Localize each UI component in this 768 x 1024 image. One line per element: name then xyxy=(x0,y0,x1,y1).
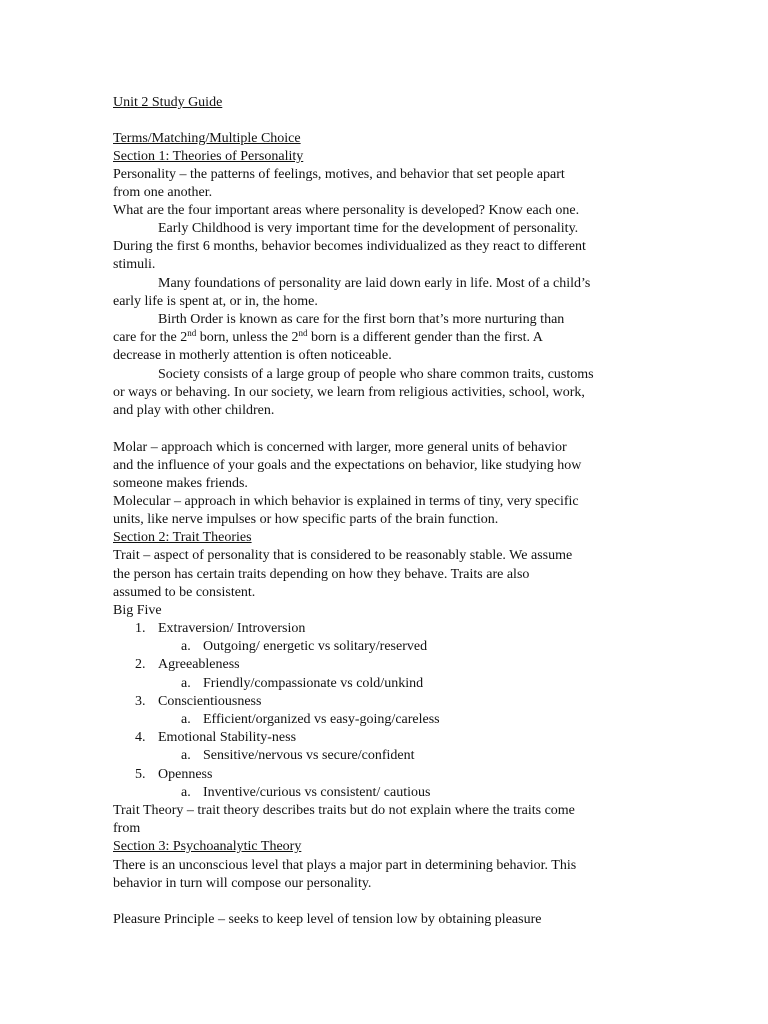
early-childhood-line-3: stimuli. xyxy=(113,257,156,272)
birth-order-text-a: care for the 2 xyxy=(113,330,188,345)
ordinal-suffix: nd xyxy=(298,328,308,338)
sub-item-extraversion: Outgoing/ energetic vs solitary/reserved xyxy=(203,639,428,654)
section-3-heading: Section 3: Psychoanalytic Theory xyxy=(113,839,302,854)
society-line-2: or ways or behaving. In our society, we learn from religious activities, school, work, xyxy=(113,385,585,400)
personality-definition-line-2: from one another. xyxy=(113,185,213,200)
molar-line-2: and the influence of your goals and the expectations on behavior, like studying how xyxy=(113,458,582,473)
list-item-agreeableness: Agreeableness xyxy=(158,657,240,672)
sub-item-marker: a. xyxy=(181,712,191,727)
list-item-number: 4. xyxy=(135,730,146,745)
sub-item-marker: a. xyxy=(181,676,191,691)
list-item-number: 3. xyxy=(135,694,146,709)
molar-line-3: someone makes friends. xyxy=(113,476,248,491)
sub-item-marker: a. xyxy=(181,785,191,800)
trait-theory-line-1: Trait Theory – trait theory describes traits but do not explain where the traits come xyxy=(113,803,575,818)
society-line-1: Society consists of a large group of people who share common traits, customs xyxy=(158,367,594,382)
home-line-2: early life is spent at, or in, the home. xyxy=(113,294,318,309)
trait-definition-line-3: assumed to be consistent. xyxy=(113,585,256,600)
personality-definition-line-1: Personality – the patterns of feelings, motives, and behavior that set people apart xyxy=(113,167,565,182)
molecular-line-2: units, like nerve impulses or how specific parts of the brain function. xyxy=(113,512,499,527)
terms-heading: Terms/Matching/Multiple Choice xyxy=(113,131,301,146)
early-childhood-line-2: During the first 6 months, behavior becomes individualized as they react to different xyxy=(113,239,586,254)
unconscious-line-2: behavior in turn will compose our personality. xyxy=(113,876,372,891)
list-item-number: 2. xyxy=(135,657,146,672)
list-item-conscientiousness: Conscientiousness xyxy=(158,694,262,709)
sub-item-openness: Inventive/curious vs consistent/ cautious xyxy=(203,785,431,800)
big-five-label: Big Five xyxy=(113,603,162,618)
birth-order-line-3: decrease in motherly attention is often noticeable. xyxy=(113,348,392,363)
sub-item-marker: a. xyxy=(181,748,191,763)
sub-item-emotional-stability: Sensitive/nervous vs secure/confident xyxy=(203,748,415,763)
molar-line-1: Molar – approach which is concerned with larger, more general units of behavior xyxy=(113,440,567,455)
sub-item-conscientiousness: Efficient/organized vs easy-going/careless xyxy=(203,712,440,727)
home-line-1: Many foundations of personality are laid down early in life. Most of a child’s xyxy=(158,276,591,291)
list-item-emotional-stability: Emotional Stability-ness xyxy=(158,730,297,745)
four-areas-question: What are the four important areas where personality is developed? Know each one. xyxy=(113,203,580,218)
early-childhood-line-1: Early Childhood is very important time for the development of personality. xyxy=(158,221,579,236)
trait-definition-line-1: Trait – aspect of personality that is considered to be reasonably stable. We assume xyxy=(113,548,573,563)
list-item-extraversion: Extraversion/ Introversion xyxy=(158,621,306,636)
section-2-heading: Section 2: Trait Theories xyxy=(113,530,252,545)
list-item-openness: Openness xyxy=(158,767,213,782)
birth-order-line-2 xyxy=(113,329,543,347)
society-line-3: and play with other children. xyxy=(113,403,275,418)
birth-order-text-c: born is a different gender than the first. A xyxy=(307,330,543,345)
birth-order-line-1: Birth Order is known as care for the first born that’s more nurturing than xyxy=(158,312,565,327)
pleasure-principle-line: Pleasure Principle – seeks to keep level of tension low by obtaining pleasure xyxy=(113,912,542,927)
ordinal-suffix: nd xyxy=(187,328,197,338)
birth-order-text-b: born, unless the 2 xyxy=(196,330,299,345)
list-item-number: 1. xyxy=(135,621,146,636)
trait-definition-line-2: the person has certain traits depending on how they behave. Traits are also xyxy=(113,567,530,582)
section-1-heading: Section 1: Theories of Personality xyxy=(113,149,304,164)
unconscious-line-1: There is an unconscious level that plays a major part in determining behavior. This xyxy=(113,858,577,873)
list-item-number: 5. xyxy=(135,767,146,782)
molecular-line-1: Molecular – approach in which behavior is explained in terms of tiny, very specific xyxy=(113,494,579,509)
trait-theory-line-2: from xyxy=(113,821,141,836)
sub-item-marker: a. xyxy=(181,639,191,654)
document-title: Unit 2 Study Guide xyxy=(113,95,223,110)
sub-item-agreeableness: Friendly/compassionate vs cold/unkind xyxy=(203,676,424,691)
